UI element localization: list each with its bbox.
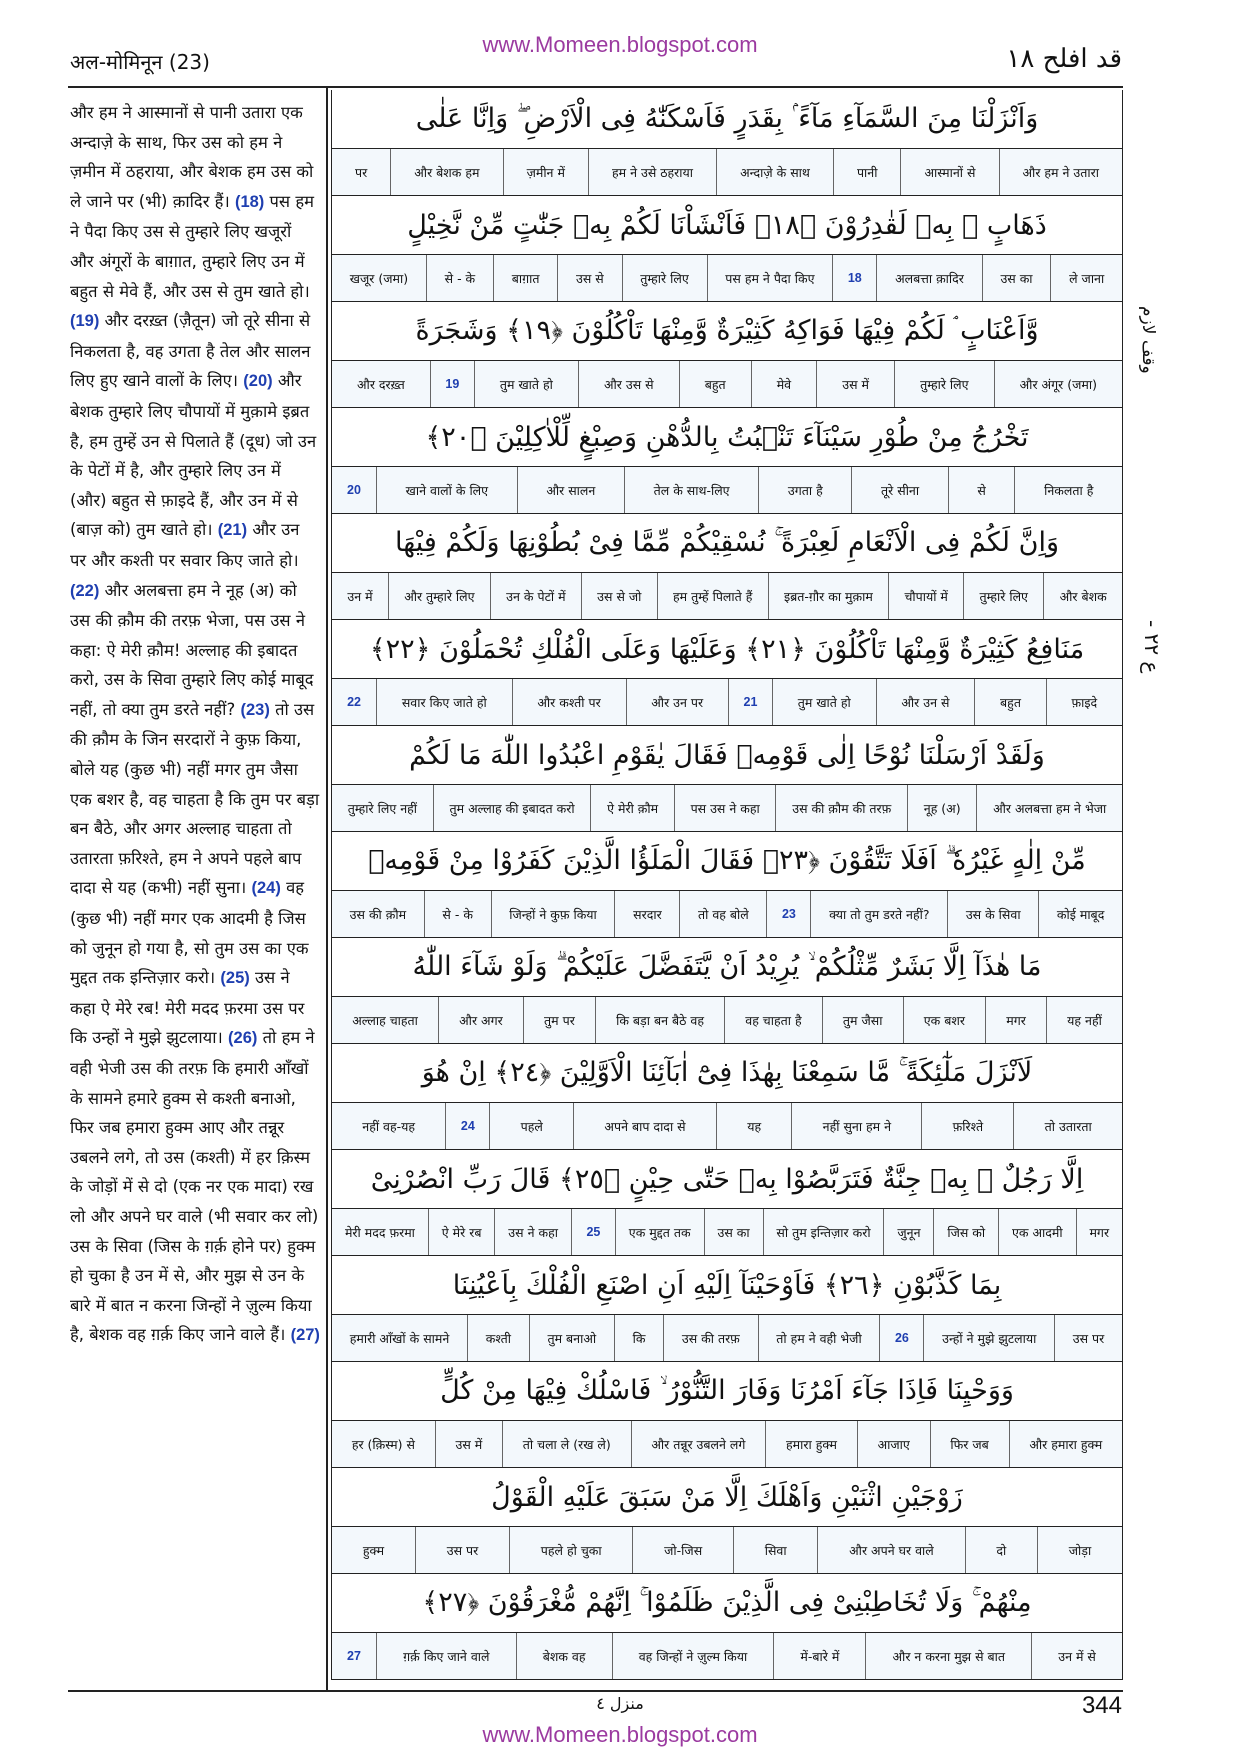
translation-passage: वह (कुछ भी) नहीं मगर एक आदमी है जिस को जुनून हो गया है, सो तुम उस का एक मुद्दत तक इन्तिज़ार करो। <box>70 878 309 988</box>
gloss-cell: और उन पर <box>626 679 728 725</box>
gloss-verse-number: 27 <box>347 1648 361 1663</box>
translation-passage: तो उस की क़ौम के जिन सरदारों ने कुफ़ किया, बोले यह (कुछ भी) नहीं मगर तुम जैसा एक बशर है, वह चाहता है कि तुम पर बड़ा बन बैठे, और अगर अल्लाह चाहता तो उतारता फ़रिश्ते, हम ने अपने पहले बाप दादा से यह (कभी) नहीं सुना। <box>70 699 320 898</box>
gloss-cell: तुम्हारे लिए <box>622 255 707 301</box>
gloss-verse-number: 25 <box>571 1209 615 1255</box>
gloss-cell: हर (क़िस्म) से <box>351 1436 415 1452</box>
verse-number: (23) <box>240 700 270 719</box>
gloss-cell: हमारी आँखों के सामने <box>349 1330 450 1346</box>
gloss-cell: जिस को <box>933 1209 998 1255</box>
gloss-cell: जिन्हों ने कुफ़ किया <box>491 891 615 937</box>
gloss-cell: फ़ाइदे <box>1046 679 1122 725</box>
arabic-verse-line: ذَهَابٍ ۢ بِهٖ لَقٰدِرُوْنَ ﴿١٨﴾ فَاَنْشَاْنَا لَكُمْ بِهٖ جَنّٰتٍ مِّنْ نَّخِيْلٍ <box>331 196 1123 254</box>
verse-block <box>331 514 1123 620</box>
gloss-cell: पस हम ने पैदा किए <box>707 255 833 301</box>
verse-block <box>331 90 1123 196</box>
arabic-verse-line: مَا هٰذَآ اِلَّا بَشَرٌ مِّثْلُكُمْ ۙ يُرِيْدُ اَنْ يَّتَفَضَّلَ عَلَيْكُمْ ۗ وَلَوْ شَآءَ اللّٰهُ <box>331 938 1123 996</box>
bottom-website-url: www.Momeen.blogspot.com <box>482 1722 758 1747</box>
gloss-cell: बाग़ात <box>493 255 557 301</box>
gloss-cell: उस में <box>816 361 894 407</box>
top-website-url: www.Momeen.blogspot.com <box>482 32 758 57</box>
gloss-cell: उस पर <box>415 1527 509 1573</box>
gloss-cell: बेशक वह <box>516 1633 612 1679</box>
gloss-cell: और तुम्हारे लिए <box>388 573 490 619</box>
gloss-cell: निकलता है <box>1014 467 1122 513</box>
verse-block <box>331 726 1123 832</box>
gloss-cell: में-बारे में <box>773 1633 865 1679</box>
gloss-cell: उन के पेटों में <box>490 573 581 619</box>
gloss-cell: और अपने घर वाले <box>817 1527 964 1573</box>
gloss-verse-number: 24 <box>445 1103 489 1149</box>
gloss-row <box>331 1208 1123 1256</box>
gloss-cell: अन्दाज़े के साथ <box>716 149 833 195</box>
gloss-cell: हम तुम्हें पिलाते हैं <box>657 573 768 619</box>
gloss-cell: उस का <box>982 255 1051 301</box>
verse-number: (27) <box>290 1326 320 1345</box>
gloss-cell: और उन से <box>876 679 975 725</box>
gloss-cell: खजूर (जमा) <box>349 270 409 286</box>
gloss-cell: कि <box>614 1315 663 1361</box>
translation-passage: और उन पर और कश्ती पर सवार किए जाते हो। <box>70 520 300 570</box>
gloss-cell: मगर <box>985 997 1046 1043</box>
gloss-row <box>331 1102 1123 1150</box>
header-rule <box>68 86 1123 88</box>
gloss-cell: उस के सिवा <box>947 891 1038 937</box>
gloss-cell: उस से <box>557 255 621 301</box>
gloss-row <box>331 1314 1123 1362</box>
gloss-cell: ले जाना <box>1050 255 1122 301</box>
gloss-cell: जोड़ा <box>1037 1527 1122 1573</box>
gloss-cell: उस पर <box>1054 1315 1122 1361</box>
verse-block <box>331 938 1123 1044</box>
manzil-label: منزل ٤ <box>596 1694 644 1713</box>
gloss-cell: सरदार <box>614 891 679 937</box>
gloss-cell: इब्रत-ग़ौर का मुक़ाम <box>768 573 888 619</box>
verse-number: (25) <box>220 969 250 988</box>
gloss-cell: और बेशक <box>1043 573 1122 619</box>
verse-block <box>331 832 1123 938</box>
gloss-verse-number: 23 <box>766 891 810 937</box>
gloss-cell: ऐ मेरी क़ौम <box>590 785 673 831</box>
juz-title-arabic: قد افلح ١٨ <box>1006 44 1122 74</box>
gloss-cell: तो वह बोले <box>679 891 766 937</box>
verse-block <box>331 1256 1123 1362</box>
arabic-verse-line: مِنْهُمْ ۚ وَلَا تُخَاطِبْنِىْ فِى الَّذِيْنَ ظَلَمُوْا ۚ اِنَّهُمْ مُّغْرَقُوْنَ ﴿٢٧﴾ <box>331 1574 1123 1632</box>
gloss-row <box>331 148 1123 196</box>
arabic-verse-line: وَاِنَّ لَكُمْ فِى الْاَنْعَامِ لَعِبْرَةً ۚ نُسْقِيْكُمْ مِّمَّا فِىْ بُطُوْنِهَا وَلَكُمْ فِيْهَا <box>331 514 1123 572</box>
gloss-cell: अलबत्ता क़ादिर <box>876 255 981 301</box>
gloss-cell: आजाए <box>857 1421 930 1467</box>
gloss-cell: और तन्नूर उबलने लगे <box>631 1421 766 1467</box>
gloss-cell: वह जिन्हों ने ज़ुल्म किया <box>612 1633 774 1679</box>
gloss-cell: उन में से <box>1031 1633 1122 1679</box>
gloss-cell: मगर <box>1076 1209 1122 1255</box>
gloss-cell: अपने बाप दादा से <box>573 1103 716 1149</box>
gloss-cell: और बेशक हम <box>390 149 502 195</box>
gloss-cell: और न करना मुझ से बात <box>865 1633 1031 1679</box>
translation-passage: और दरख़्त (ज़ैतून) जो तूरे सीना से निकलता है, वह उगता है तेल और सालन लिए हुए खाने वालों के लिए। <box>70 311 311 391</box>
gloss-cell: तो उतारता <box>1013 1103 1122 1149</box>
gloss-verse-number: 21 <box>728 679 772 725</box>
gloss-cell: तो हम ने वही भेजी <box>758 1315 880 1361</box>
gloss-cell: फ़रिश्ते <box>921 1103 1013 1149</box>
arabic-verse-line: لَاَنْزَلَ مَلٰٓئِكَةً ۚ مَّا سَمِعْنَا بِهٰذَا فِىْٓ اٰبَآئِنَا الْاَوَّلِيْنَ ﴿٢٤﴾ اِنْ هُوَ <box>331 1044 1123 1102</box>
verse-block <box>331 1362 1123 1468</box>
gloss-cell: वह चाहता है <box>724 997 822 1043</box>
gloss-cell: तेल के साथ-लिए <box>624 467 758 513</box>
gloss-cell: चौपायों में <box>888 573 963 619</box>
gloss-cell: उस का <box>704 1209 763 1255</box>
gloss-row <box>331 572 1123 620</box>
gloss-cell: और अंगूर (जमा) <box>994 361 1122 407</box>
gloss-cell: उस की क़ौम <box>349 906 407 922</box>
hindi-translation-column <box>70 98 320 1351</box>
verse-block <box>331 1150 1123 1256</box>
verse-number: (19) <box>70 312 100 331</box>
gloss-cell: नहीं सुना हम ने <box>791 1103 921 1149</box>
verse-block <box>331 1574 1123 1680</box>
arabic-verse-line: تَخْرُجُ مِنْ طُوْرِ سَيْنَآءَ تَنْۢبُتُ بِالدُّهْنِ وَصِبْغٍ لِّلْاٰكِلِيْنَ ﴿٢٠﴾ <box>331 408 1123 466</box>
gloss-cell: पर <box>355 164 368 180</box>
gloss-verse-number: 19 <box>430 361 474 407</box>
gloss-cell: हम ने उसे ठहराया <box>588 149 716 195</box>
gloss-cell: हमारा हुक्म <box>765 1421 857 1467</box>
arabic-verse-line: مَنَافِعُ كَثِيْرَةٌ وَّمِنْهَا تَاْكُلُوْنَ ﴿٢١﴾ وَعَلَيْهَا وَعَلَى الْفُلْكِ تُحْمَلُوْنَ ﴿٢٢﴾ <box>331 620 1123 678</box>
verse-number: (21) <box>217 521 248 540</box>
gloss-cell: उगता है <box>758 467 851 513</box>
gloss-cell: कोई माबूद <box>1038 891 1122 937</box>
gloss-cell: उन में <box>347 588 373 604</box>
gloss-cell: सो तुम इन्तिज़ार करो <box>763 1209 884 1255</box>
gloss-cell: तो चला ले (रख ले) <box>502 1421 631 1467</box>
verse-number: (18) <box>234 192 265 211</box>
gloss-row <box>331 1632 1123 1680</box>
gloss-cell: तुम खाते हो <box>474 361 578 407</box>
verse-block <box>331 408 1123 514</box>
gloss-cell: पहले <box>489 1103 573 1149</box>
gloss-cell: सिवा <box>733 1527 817 1573</box>
gloss-cell: दो <box>965 1527 1037 1573</box>
gloss-cell: और दरख़्त <box>357 376 405 392</box>
gloss-cell: से - के <box>426 255 493 301</box>
gloss-cell: कश्ती <box>467 1315 529 1361</box>
gloss-cell: आस्मानों से <box>900 149 998 195</box>
gloss-cell: से - के <box>424 891 491 937</box>
ruku-marker: ع ٢٢ - <box>1140 620 1164 674</box>
gloss-cell: खाने वालों के लिए <box>376 467 517 513</box>
gloss-row <box>331 1420 1123 1468</box>
gloss-cell: ऐ मेरे रब <box>428 1209 495 1255</box>
translation-passage: और बेशक तुम्हारे लिए चौपायों में मुक़ामे इब्रत है, हम तुम्हें उन से पिलाते हैं (दूध) जो उन के पेटों में है, और तुम्हारे लिए उन में (और) बहुत से फ़ाइदे हैं, और उन में से (बाज़ को) तुम खाते हो। <box>70 371 317 540</box>
gloss-cell: क्या तो तुम डरते नहीं? <box>810 891 947 937</box>
translation-passage: और हम ने आस्मानों से पानी उतारा एक अन्दाज़े के साथ, फिर उस को हम ने ज़मीन में ठहराया, और बेशक हम उस को ले जाने पर (भी) क़ादिर हैं। <box>70 103 314 211</box>
gloss-cell: तुम पर <box>523 997 595 1043</box>
gloss-cell: एक आदमी <box>998 1209 1075 1255</box>
gloss-cell: फिर जब <box>930 1421 1009 1467</box>
footer-rule <box>68 1690 1123 1692</box>
gloss-cell: सवार किए जाते हो <box>376 679 512 725</box>
gloss-cell: तुम खाते हो <box>772 679 876 725</box>
word-by-word-grid <box>331 90 1123 1680</box>
gloss-cell: और उस से <box>578 361 679 407</box>
verse-block <box>331 302 1123 408</box>
gloss-cell: बहुत <box>974 679 1046 725</box>
verse-number: (26) <box>228 1029 258 1048</box>
gloss-cell: उस की क़ौम की तरफ़ <box>775 785 907 831</box>
column-divider <box>326 86 328 1690</box>
gloss-cell: हुक्म <box>362 1542 385 1558</box>
gloss-cell: और अगर <box>438 997 523 1043</box>
gloss-cell: एक मुद्दत तक <box>615 1209 704 1255</box>
waqf-lazim-note: وقف لازم <box>1138 306 1158 374</box>
verse-number: (20) <box>243 372 273 391</box>
gloss-row <box>331 1526 1123 1574</box>
gloss-verse-number: 26 <box>879 1315 923 1361</box>
gloss-cell: पस उस ने कहा <box>674 785 776 831</box>
arabic-verse-line: وَلَقَدْ اَرْسَلْنَا نُوْحًا اِلٰى قَوْمِهٖ فَقَالَ يٰقَوْمِ اعْبُدُوا اللّٰهَ مَا لَكُمْ <box>331 726 1123 784</box>
gloss-verse-number: 18 <box>832 255 876 301</box>
gloss-cell: तुम जैसा <box>822 997 903 1043</box>
translation-passage: पस हम ने पैदा किए उस से तुम्हारे लिए खजूरों और अंगूरों के बाग़ात, तुम्हारे लिए उन में बहुत से मेवे हैं, और उस से तुम खाते हो। <box>70 191 314 301</box>
gloss-cell: पानी <box>833 149 901 195</box>
gloss-cell: तूरे सीना <box>851 467 947 513</box>
gloss-cell: उस ने कहा <box>494 1209 571 1255</box>
gloss-cell: बहुत <box>679 361 751 407</box>
gloss-cell: तुम अल्लाह की इबादत करो <box>433 785 591 831</box>
translation-passage: तो हम ने वही भेजी उस की तरफ़ कि हमारी आँखों के सामने हमारे हुक्म से कश्ती बनाओ, फिर जब हमारा हुक्म आए और तन्नूर उबलने लगे, तो उस (कश्ती) में हर क़िस्म के जोड़ों में से दो (एक नर एक मादा) रख लो और अपने घर वाले (भी सवार कर लो) उस के सिवा (जिस के ग़र्क़ होने पर) हुक्म हो चुका है उन में से, और मुझ से उन के बारे में बात न करना जिन्हों ने ज़ुल्म किया है, बेशक वह ग़र्क़ किए जाने वाले हैं। <box>70 1028 319 1345</box>
gloss-cell: मेरी मदद फ़रमा <box>344 1224 415 1240</box>
gloss-cell: जुनून <box>883 1209 933 1255</box>
gloss-cell: उन्हों ने मुझे झुटलाया <box>923 1315 1054 1361</box>
arabic-verse-line: بِمَا كَذَّبُوْنِ ﴿٢٦﴾ فَاَوْحَيْنَآ اِلَيْهِ اَنِ اصْنَعِ الْفُلْكَ بِاَعْيُنِنَا <box>331 1256 1123 1314</box>
gloss-cell: पहले हो चुका <box>509 1527 632 1573</box>
gloss-cell: यह नहीं <box>1046 997 1122 1043</box>
gloss-cell: ग़र्क़ किए जाने वाले <box>376 1633 516 1679</box>
arabic-verse-line: زَوْجَيْنِ اثْنَيْنِ وَاَهْلَكَ اِلَّا مَنْ سَبَقَ عَلَيْهِ الْقَوْلُ <box>331 1468 1123 1526</box>
gloss-row <box>331 996 1123 1044</box>
verse-block <box>331 1468 1123 1574</box>
gloss-cell: और अलबत्ता हम ने भेजा <box>976 785 1122 831</box>
gloss-cell: और हमारा हुक्म <box>1009 1421 1122 1467</box>
gloss-cell: कि बड़ा बन बैठे वह <box>595 997 724 1043</box>
gloss-cell: तुम बनाओ <box>529 1315 614 1361</box>
gloss-cell: उस में <box>435 1421 502 1467</box>
gloss-cell: यह <box>716 1103 791 1149</box>
arabic-verse-line: مِّنْ اِلٰهٍ غَيْرُهٗ ۗ اَفَلَا تَتَّقُوْنَ ﴿٢٣﴾ فَقَالَ الْمَلَؤُا الَّذِيْنَ كَفَرُوْا مِنْ قَوْمِهٖ <box>331 832 1123 890</box>
gloss-cell: तुम्हारे लिए <box>963 573 1043 619</box>
gloss-row <box>331 678 1123 726</box>
gloss-cell: ज़मीन में <box>503 149 588 195</box>
verse-block <box>331 1044 1123 1150</box>
gloss-verse-number: 22 <box>347 694 361 709</box>
gloss-cell: नूह (अ) <box>907 785 976 831</box>
gloss-cell: और हम ने उतारा <box>999 149 1123 195</box>
arabic-verse-line: وَّاَعْنَابٍ ۘ لَكُمْ فِيْهَا فَوَاكِهُ كَثِيْرَةٌ وَّمِنْهَا تَاْكُلُوْنَ ﴿١٩﴾ وَشَجَرَةً <box>331 302 1123 360</box>
translation-passage: और अलबत्ता हम ने नूह (अ) को उस की क़ौम की तरफ़ भेजा, पस उस ने कहा: ऐ मेरी क़ौम! अल्लाह की इबादत करो, उस के सिवा तुम्हारे लिए कोई माबूद नहीं, तो क्या तुम डरते नहीं? <box>70 580 314 719</box>
arabic-verse-line: وَوَحْيِنَا فَاِذَا جَآءَ اَمْرُنَا وَفَارَ التَّنُّوْرُ ۙ فَاسْلُكْ فِيْهَا مِنْ كُلٍّ <box>331 1362 1123 1420</box>
gloss-cell: जो-जिस <box>632 1527 733 1573</box>
gloss-cell: उस की तरफ़ <box>663 1315 757 1361</box>
gloss-verse-number: 20 <box>347 482 361 497</box>
verse-block <box>331 620 1123 726</box>
gloss-cell: तुम्हारे लिए नहीं <box>347 800 418 816</box>
gloss-cell: मेवे <box>751 361 817 407</box>
page-number: 344 <box>1081 1692 1122 1719</box>
gloss-row <box>331 254 1123 302</box>
surah-title-hindi: अल-मोमिनून (23) <box>70 50 210 74</box>
gloss-cell: और सालन <box>517 467 624 513</box>
verse-number: (22) <box>70 581 100 600</box>
gloss-cell: एक बशर <box>903 997 986 1043</box>
gloss-row <box>331 784 1123 832</box>
gloss-cell: उस से जो <box>581 573 657 619</box>
gloss-row <box>331 360 1123 408</box>
gloss-cell: और कश्ती पर <box>512 679 626 725</box>
gloss-cell: अल्लाह चाहता <box>352 1012 418 1028</box>
gloss-cell: नहीं वह-यह <box>362 1118 416 1134</box>
gloss-row <box>331 890 1123 938</box>
translation-passage: उस ने कहा ऐ मेरे रब! मेरी मदद फ़रमा उस पर कि उन्हों ने मुझे झुटलाया। <box>70 968 305 1048</box>
gloss-cell: तुम्हारे लिए <box>894 361 994 407</box>
verse-number: (24) <box>251 879 281 898</box>
gloss-cell: से <box>948 467 1015 513</box>
verse-block <box>331 196 1123 302</box>
arabic-verse-line: اِلَّا رَجُلٌ ۢ بِهٖ جِنَّةٌ فَتَرَبَّصُوْا بِهٖ حَتّٰى حِيْنٍ ﴿٢٥﴾ قَالَ رَبِّ انْصُرْنِىْ <box>331 1150 1123 1208</box>
gloss-row <box>331 466 1123 514</box>
arabic-verse-line: وَاَنْزَلْنَا مِنَ السَّمَآءِ مَآءً ۢ بِقَدَرٍ فَاَسْكَنّٰهُ فِى الْاَرْضِ ۖ وَاِنَّا عَلٰى <box>331 90 1123 148</box>
